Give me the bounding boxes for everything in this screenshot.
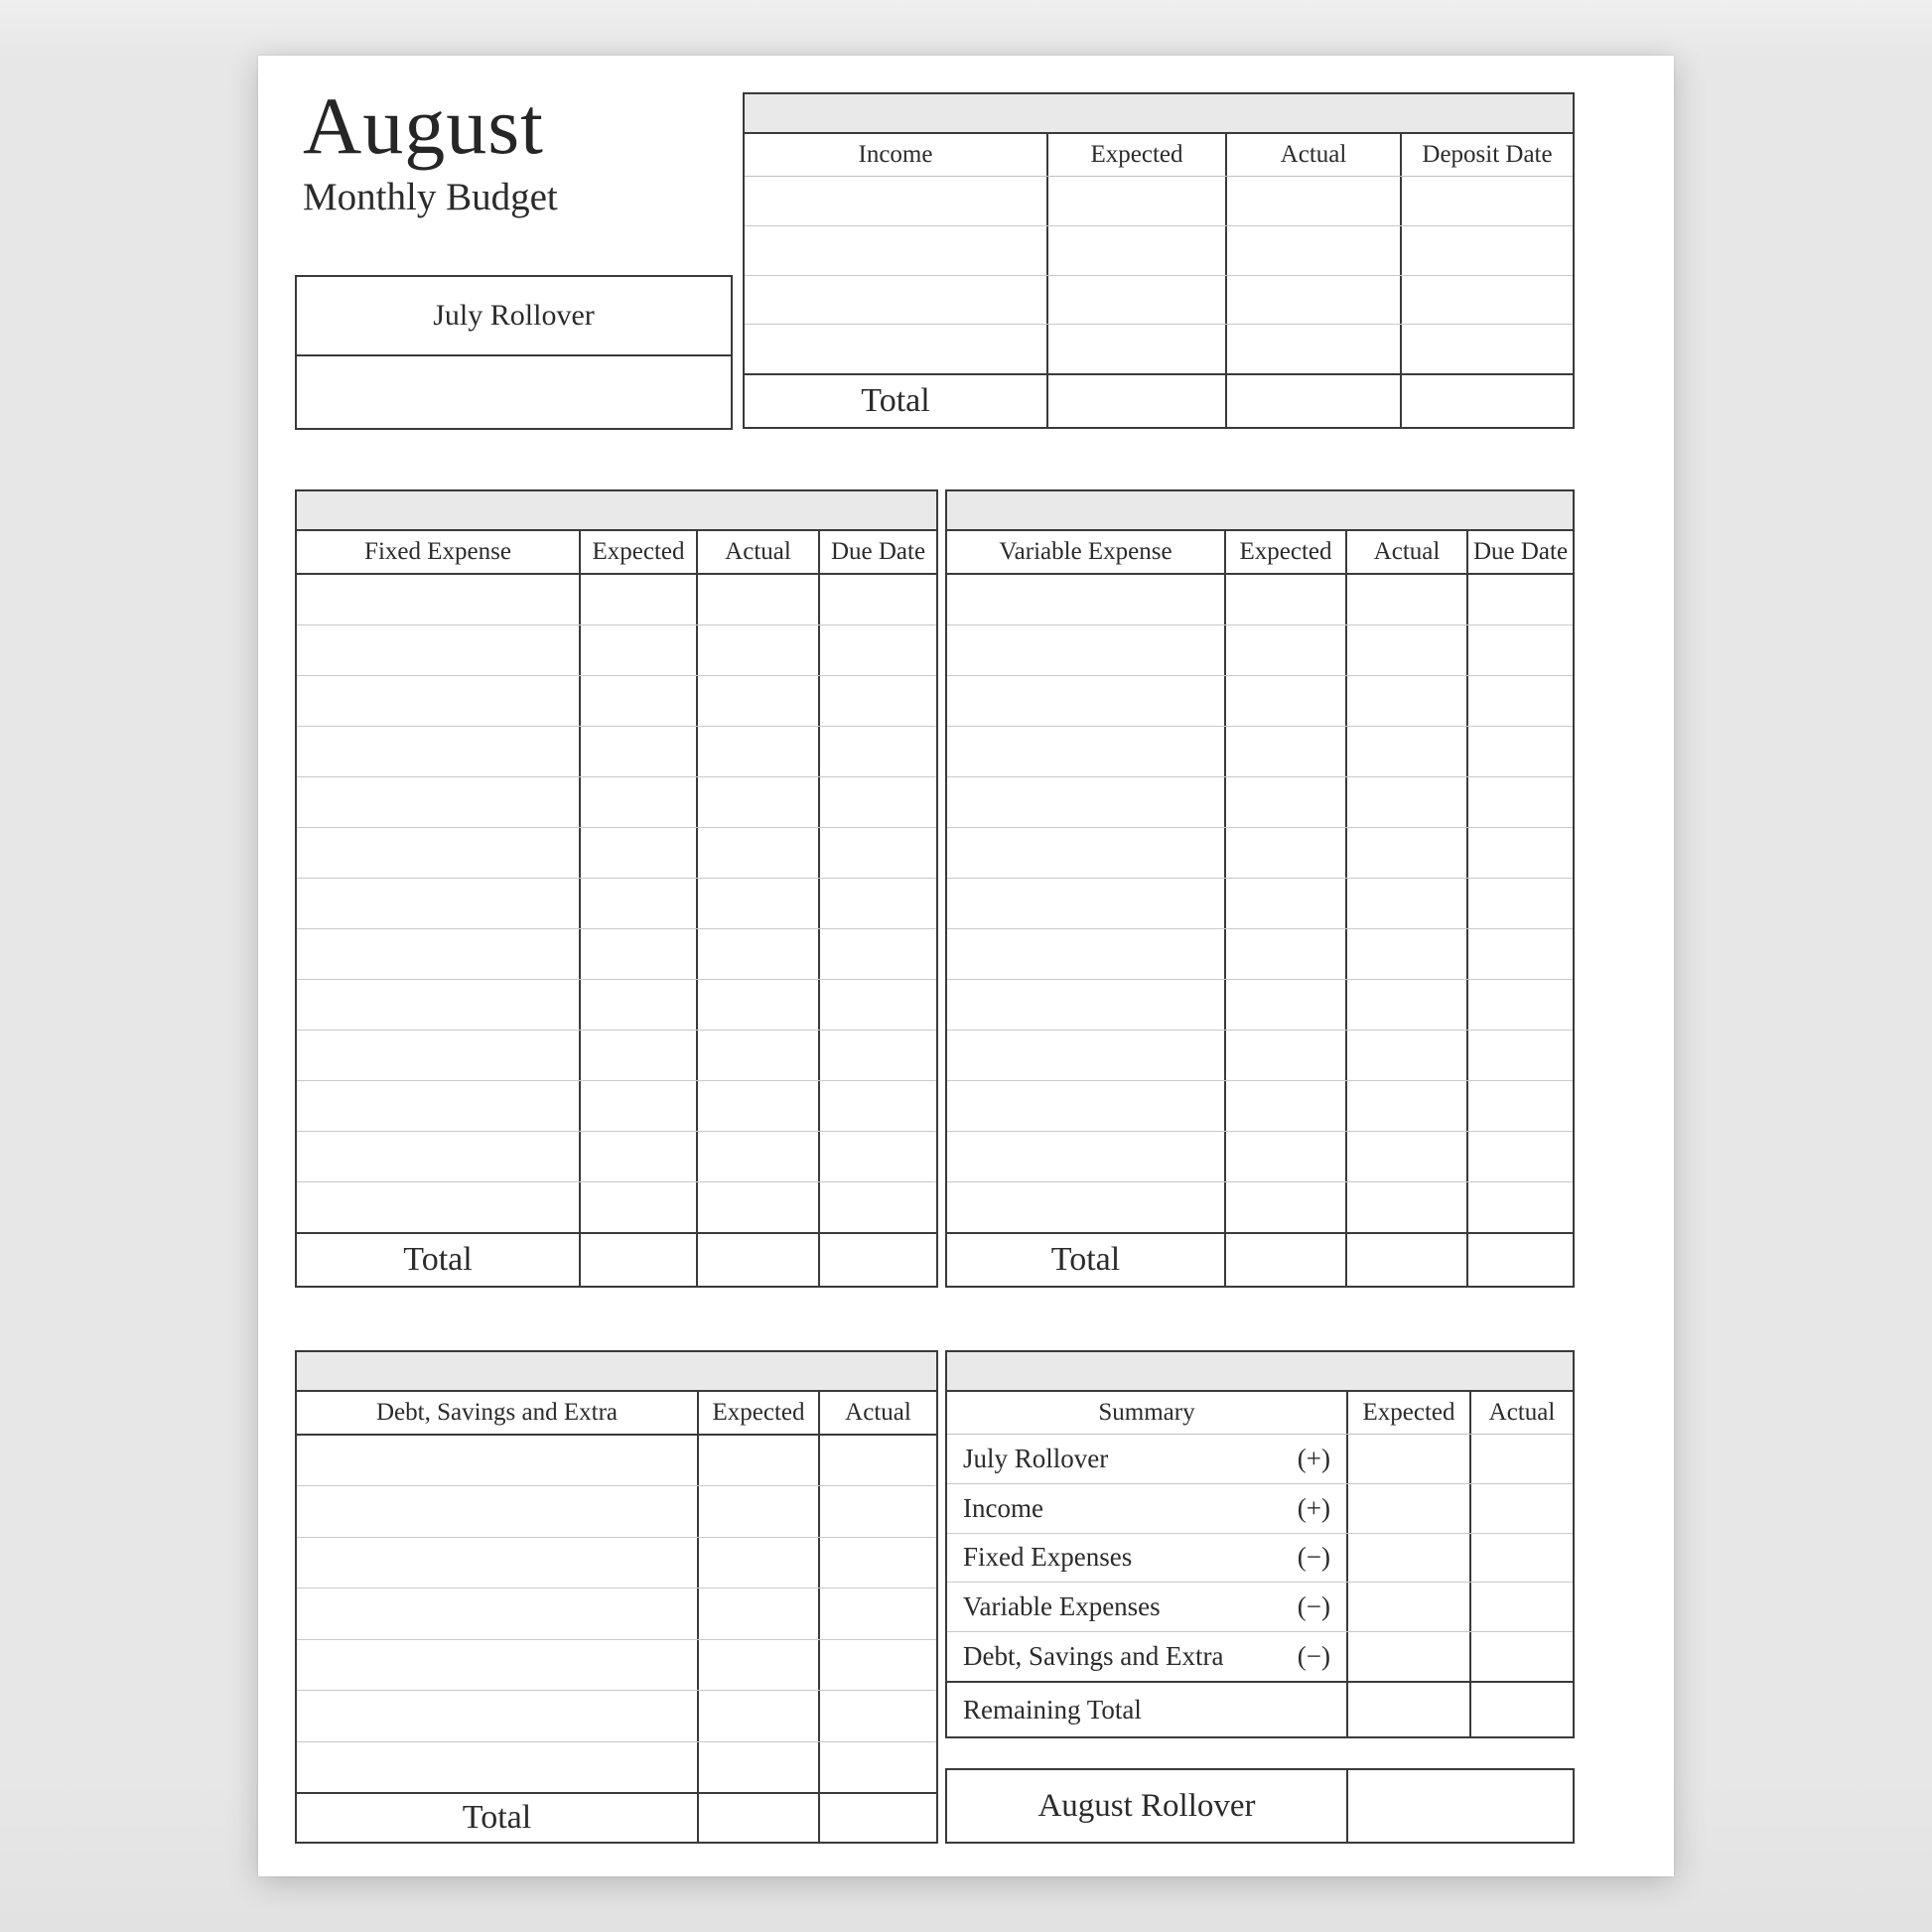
empty-cell [579,676,696,726]
empty-cell [1225,375,1400,427]
empty-cell [745,325,1046,373]
table-row [947,1181,1573,1232]
income-table-band [745,94,1573,134]
total-label: Total [861,382,930,419]
empty-cell [818,1234,936,1286]
empty-cell [1469,1683,1573,1736]
empty-cell [1224,625,1345,675]
empty-cell [818,625,936,675]
empty-cell [696,1234,818,1286]
income-table [743,92,1575,429]
empty-cell [818,727,936,776]
empty-cell [818,1640,936,1690]
column-header-summary: Summary [1098,1399,1195,1426]
table-row [947,979,1573,1030]
debt-savings-table-header [297,1392,936,1436]
empty-cell [1346,1583,1469,1631]
table-row [297,575,936,624]
empty-cell [1345,575,1466,624]
summary-row [947,1582,1573,1631]
debt-savings-table-rows [297,1436,936,1792]
empty-cell [297,1486,697,1536]
table-row [947,1080,1573,1131]
empty-cell [579,1182,696,1232]
empty-cell [818,1691,936,1740]
july-rollover-value-cell [297,356,731,428]
empty-cell [1224,828,1345,878]
empty-cell [297,676,579,726]
empty-cell [947,1132,1224,1181]
empty-cell [947,879,1224,928]
empty-cell [696,727,818,776]
column-header-actual: Actual [696,531,818,573]
empty-cell [745,276,1046,325]
empty-cell [696,1031,818,1080]
column-header-expected: Expected [1346,1392,1469,1434]
column-header-due-date: Due Date [818,531,936,573]
empty-cell [818,1538,936,1587]
table-row [297,1436,936,1485]
empty-cell [1466,879,1573,928]
summary-row-label-cell [947,1632,1346,1681]
empty-cell [1224,777,1345,827]
empty-cell [1346,1534,1469,1583]
empty-cell [818,1436,936,1485]
empty-cell [696,777,818,827]
income-table-header [745,134,1573,177]
table-row [947,575,1573,624]
august-rollover-value-cell [1346,1770,1573,1842]
table-row [745,324,1573,373]
empty-cell [297,1588,697,1638]
table-row [297,1080,936,1131]
empty-cell [818,1031,936,1080]
empty-cell [297,1132,579,1181]
empty-cell [696,980,818,1030]
empty-cell [697,1538,818,1587]
table-row [297,624,936,675]
column-header-actual: Actual [818,1392,936,1434]
empty-cell [697,1794,818,1842]
empty-cell [745,226,1046,275]
empty-cell [1225,177,1400,225]
empty-cell [1345,1234,1466,1286]
budget-sheet [258,56,1674,1876]
column-header-deposit-date: Deposit Date [1400,134,1573,176]
empty-cell [579,929,696,979]
column-header-debt-savings-extra: Debt, Savings and Extra [375,1399,618,1426]
fixed-expense-table-band [297,491,936,531]
table-row [297,1181,936,1232]
empty-cell [947,1081,1224,1131]
empty-cell [696,575,818,624]
empty-cell [697,1486,818,1536]
empty-cell [1466,727,1573,776]
table-row [947,675,1573,726]
empty-cell [297,1081,579,1131]
empty-cell [818,1588,936,1638]
empty-cell [1345,828,1466,878]
variable-expense-total-row [947,1232,1573,1286]
empty-cell [1224,980,1345,1030]
empty-cell [297,1031,579,1080]
empty-cell [1469,1583,1573,1631]
empty-cell [1224,575,1345,624]
empty-cell [1225,226,1400,275]
empty-cell [579,1031,696,1080]
table-row [297,675,936,726]
empty-cell [1346,1435,1469,1483]
empty-cell [1400,177,1573,225]
empty-cell [297,1742,697,1792]
table-row [947,776,1573,827]
empty-cell [1224,929,1345,979]
empty-cell [696,1132,818,1181]
empty-cell [1345,980,1466,1030]
empty-cell [947,777,1224,827]
debt-savings-table [295,1350,938,1844]
summary-row-label-cell [947,1435,1346,1483]
summary-row-sign: (−) [1297,1542,1330,1573]
empty-cell [818,1794,936,1842]
summary-row-label: Variable Expenses [963,1591,1161,1622]
table-row [297,1639,936,1690]
total-label: Total [1050,1241,1121,1278]
fixed-expense-total-row [297,1232,936,1286]
july-rollover-label: July Rollover [297,277,731,356]
empty-cell [1224,676,1345,726]
fixed-expense-table-header [297,531,936,575]
empty-cell [1466,1081,1573,1131]
table-row [297,1537,936,1587]
table-row [297,1587,936,1638]
column-header-actual: Actual [1469,1392,1573,1434]
table-row [297,1485,936,1536]
empty-cell [947,929,1224,979]
table-row [297,827,936,878]
table-row [745,225,1573,275]
empty-cell [1345,727,1466,776]
empty-cell [579,625,696,675]
column-header-expected: Expected [1046,134,1225,176]
variable-expense-table-band [947,491,1573,531]
summary-row-label: Income [963,1492,1043,1523]
empty-cell [1469,1534,1573,1583]
empty-cell [297,1538,697,1587]
empty-cell [1046,226,1225,275]
remaining-total-row [947,1681,1573,1736]
empty-cell [1345,625,1466,675]
empty-cell [1469,1632,1573,1681]
table-row [947,1131,1573,1181]
empty-cell [818,1742,936,1792]
table-row [297,776,936,827]
empty-cell [1469,1435,1573,1483]
empty-cell [579,575,696,624]
empty-cell [297,1640,697,1690]
summary-row-sign: (+) [1297,1492,1330,1523]
july-rollover-box [295,275,733,430]
column-header-expected: Expected [1224,531,1345,573]
empty-cell [947,727,1224,776]
table-row [297,1131,936,1181]
table-row [297,1690,936,1740]
empty-cell [1466,575,1573,624]
empty-cell [697,1640,818,1690]
empty-cell [579,777,696,827]
empty-cell [1466,828,1573,878]
empty-cell [696,625,818,675]
empty-cell [297,879,579,928]
empty-cell [696,828,818,878]
empty-cell [1466,1031,1573,1080]
table-row [297,1030,936,1080]
fixed-expense-table-rows [297,575,936,1232]
total-label: Total [462,1799,532,1836]
empty-cell [818,1486,936,1536]
empty-cell [696,1081,818,1131]
total-label: Total [403,1241,473,1278]
summary-row-label-cell [947,1534,1346,1583]
empty-cell [1400,276,1573,325]
table-row [745,177,1573,225]
empty-cell [1345,1182,1466,1232]
column-header-income: Income [858,141,933,168]
column-header-due-date: Due Date [1466,531,1573,573]
table-row [297,928,936,979]
empty-cell [1225,276,1400,325]
column-header-expected: Expected [697,1392,818,1434]
empty-cell [696,879,818,928]
empty-cell [1466,1132,1573,1181]
empty-cell [818,879,936,928]
table-row [947,878,1573,928]
empty-cell [947,980,1224,1030]
empty-cell [947,828,1224,878]
empty-cell [1345,1132,1466,1181]
empty-cell [297,1691,697,1740]
empty-cell [1224,1031,1345,1080]
empty-cell [1224,1081,1345,1131]
empty-cell [947,1182,1224,1232]
empty-cell [1046,375,1225,427]
empty-cell [1345,777,1466,827]
empty-cell [1400,226,1573,275]
empty-cell [818,676,936,726]
table-row [745,275,1573,325]
empty-cell [297,929,579,979]
empty-cell [818,777,936,827]
empty-cell [1046,276,1225,325]
summary-row-label: Fixed Expenses [963,1542,1133,1573]
empty-cell [1345,1031,1466,1080]
table-row [947,624,1573,675]
empty-cell [1345,676,1466,726]
income-table-rows [745,177,1573,373]
summary-table [945,1350,1575,1738]
debt-savings-total-row [297,1792,936,1842]
empty-cell [1346,1632,1469,1681]
empty-cell [579,1081,696,1131]
debt-savings-table-band [297,1352,936,1392]
empty-cell [297,828,579,878]
empty-cell [579,727,696,776]
empty-cell [579,1234,696,1286]
empty-cell [1400,375,1573,427]
empty-cell [745,177,1046,225]
column-header-fixed-expense: Fixed Expense [364,538,511,565]
income-total-row [745,373,1573,427]
page-title-block [303,80,558,219]
summary-row-sign: (−) [1297,1641,1330,1672]
table-row [297,878,936,928]
empty-cell [579,879,696,928]
column-header-actual: Actual [1225,134,1400,176]
table-row [947,1030,1573,1080]
month-title: August [303,80,544,171]
empty-cell [297,1182,579,1232]
empty-cell [697,1742,818,1792]
summary-row [947,1533,1573,1583]
empty-cell [818,1182,936,1232]
empty-cell [818,828,936,878]
fixed-expense-table [295,489,938,1288]
empty-cell [1345,1081,1466,1131]
empty-cell [947,1031,1224,1080]
column-header-variable-expense: Variable Expense [999,538,1173,565]
empty-cell [947,575,1224,624]
empty-cell [1224,727,1345,776]
summary-row-label-cell [947,1583,1346,1631]
empty-cell [1345,929,1466,979]
summary-row [947,1631,1573,1681]
column-header-actual: Actual [1345,531,1466,573]
table-row [947,928,1573,979]
empty-cell [697,1691,818,1740]
empty-cell [1346,1683,1469,1736]
empty-cell [297,625,579,675]
august-rollover-box [945,1768,1575,1844]
empty-cell [696,676,818,726]
table-row [947,827,1573,878]
summary-row [947,1483,1573,1533]
empty-cell [1466,676,1573,726]
summary-table-header [947,1392,1573,1435]
summary-table-band [947,1352,1573,1392]
summary-row [947,1435,1573,1483]
empty-cell [947,676,1224,726]
column-header-expected: Expected [579,531,696,573]
empty-cell [297,575,579,624]
empty-cell [1466,625,1573,675]
empty-cell [297,980,579,1030]
summary-row-label-cell [947,1484,1346,1533]
empty-cell [1469,1484,1573,1533]
empty-cell [1224,1132,1345,1181]
summary-row-label: Debt, Savings and Extra [963,1641,1224,1672]
variable-expense-table [945,489,1575,1288]
summary-row-sign: (−) [1297,1591,1330,1622]
empty-cell [1346,1484,1469,1533]
empty-cell [1046,177,1225,225]
empty-cell [1224,1234,1345,1286]
empty-cell [1466,1234,1573,1286]
variable-expense-table-header [947,531,1573,575]
empty-cell [1466,929,1573,979]
empty-cell [1400,325,1573,373]
empty-cell [818,1132,936,1181]
empty-cell [1224,1182,1345,1232]
empty-cell [697,1436,818,1485]
empty-cell [1466,980,1573,1030]
empty-cell [579,1132,696,1181]
empty-cell [696,1182,818,1232]
empty-cell [1046,325,1225,373]
table-row [297,1741,936,1792]
table-row [947,726,1573,776]
empty-cell [818,980,936,1030]
august-rollover-label: August Rollover [1037,1787,1256,1824]
empty-cell [579,980,696,1030]
summary-table-rows [947,1435,1573,1681]
empty-cell [1466,777,1573,827]
empty-cell [579,828,696,878]
empty-cell [297,1436,697,1485]
summary-row-label: July Rollover [963,1443,1109,1473]
empty-cell [1466,1182,1573,1232]
empty-cell [1345,879,1466,928]
empty-cell [297,727,579,776]
empty-cell [818,929,936,979]
empty-cell [297,777,579,827]
empty-cell [1225,325,1400,373]
table-row [297,979,936,1030]
page-subtitle: Monthly Budget [303,176,558,218]
empty-cell [1224,879,1345,928]
variable-expense-table-rows [947,575,1573,1232]
remaining-total-label: Remaining Total [963,1694,1142,1725]
empty-cell [697,1588,818,1638]
empty-cell [818,575,936,624]
empty-cell [818,1081,936,1131]
summary-row-sign: (+) [1297,1443,1330,1473]
empty-cell [947,625,1224,675]
empty-cell [696,929,818,979]
table-row [297,726,936,776]
